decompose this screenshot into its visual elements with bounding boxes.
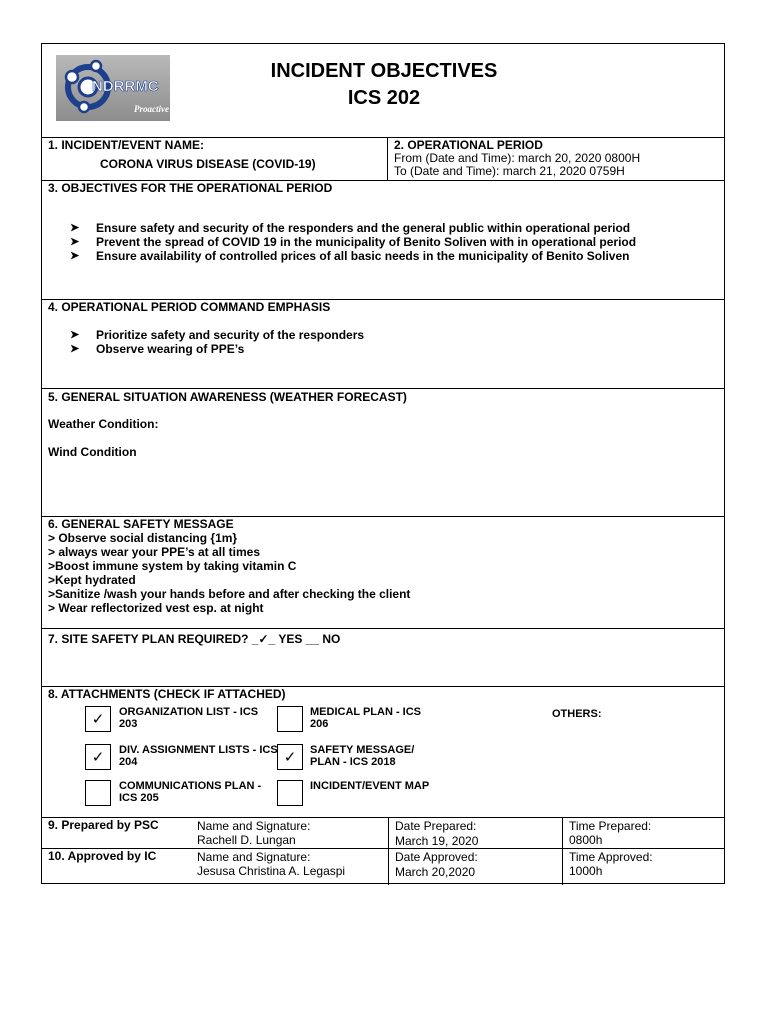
incident-name-value: CORONA VIRUS DISEASE (COVID-19): [100, 157, 316, 171]
safety-message-line: > always wear your PPE’s at all times: [48, 545, 260, 559]
command-emphasis-list: [50, 328, 364, 356]
operational-period-label: 2. OPERATIONAL PERIOD: [394, 138, 543, 152]
approved-by-row: [42, 849, 724, 885]
arrow-bullet-icon: ➤: [70, 250, 80, 262]
time-prepared-label: Time Prepared:: [569, 819, 652, 833]
form-code: ICS 202: [347, 87, 421, 109]
command-emphasis-section: [42, 300, 724, 389]
arrow-bullet-icon: ➤: [70, 343, 80, 355]
operational-period-to: To (Date and Time): march 21, 2020 0759H: [394, 164, 625, 178]
arrow-bullet-icon: ➤: [70, 329, 80, 341]
safety-message-line: > Wear reflectorized vest esp. at night: [48, 601, 264, 615]
checkbox-incident-map[interactable]: [277, 780, 303, 806]
attachment-label: ORGANIZATION LIST - ICS 203: [119, 706, 259, 730]
operational-period-from: From (Date and Time): march 20, 2020 0800H: [394, 151, 641, 165]
time-approved-label: Time Approved:: [569, 850, 653, 864]
logo-text: NDRRMC: [92, 78, 159, 95]
form-title: INCIDENT OBJECTIVES: [270, 60, 498, 82]
attachment-label: SAFETY MESSAGE/ PLAN - ICS 2018: [310, 744, 415, 768]
approved-name-label: Name and Signature:: [197, 850, 311, 864]
form-header: [42, 44, 724, 138]
arrow-bullet-icon: ➤: [70, 236, 80, 248]
others-label: OTHERS:: [552, 708, 602, 720]
time-prepared: 0800h: [569, 833, 603, 847]
prepared-name-label: Name and Signature:: [197, 819, 311, 833]
checkbox-organization-list[interactable]: ✓: [85, 706, 111, 732]
prepared-by-row: [42, 818, 724, 849]
list-item: ➤ Observe wearing of PPE’s: [70, 342, 245, 356]
safety-message-line: >Kept hydrated: [48, 573, 136, 587]
prepared-name: Rachell D. Lungan: [197, 833, 296, 847]
list-item: ➤ Prioritize safety and security of the responders: [70, 328, 365, 342]
attachments-label: 8. ATTACHMENTS (CHECK IF ATTACHED): [48, 687, 286, 701]
objectives-label: 3. OBJECTIVES FOR THE OPERATIONAL PERIOD: [48, 181, 333, 195]
attachment-label: DIV. ASSIGNMENT LISTS - ICS 204: [119, 744, 278, 768]
incident-name-label: 1. INCIDENT/EVENT NAME:: [48, 138, 205, 152]
prepared-by-label: 9. Prepared by PSC: [48, 818, 159, 832]
attachment-label: COMMUNICATIONS PLAN - ICS 205: [119, 780, 262, 804]
checkbox-communications-plan[interactable]: [85, 780, 111, 806]
safety-message-section: [42, 517, 724, 629]
site-safety-plan-section: [42, 629, 724, 687]
check-mark-icon: ✓: [258, 632, 269, 646]
situation-awareness-label: 5. GENERAL SITUATION AWARENESS (WEATHER FORECAST): [48, 390, 407, 404]
site-safety-plan-question: 7. SITE SAFETY PLAN REQUIRED? _✓_ YES __ NO: [48, 632, 341, 646]
time-approved: 1000h: [569, 864, 603, 878]
date-approved-label: Date Approved:: [395, 850, 478, 864]
safety-message-line: >Boost immune system by taking vitamin C: [48, 559, 297, 573]
incident-period-row: [42, 138, 724, 181]
safety-message-line: >Sanitize /wash your hands before and after checking the client: [48, 587, 411, 601]
weather-condition-label: Weather Condition:: [48, 417, 159, 431]
list-item: ➤ Ensure safety and security of the responders and the general public within operational period: [70, 221, 631, 235]
logo-tagline: Proactive: [134, 104, 169, 114]
safety-message-label: 6. GENERAL SAFETY MESSAGE: [48, 517, 234, 531]
attachment-label: MEDICAL PLAN - ICS 206: [310, 706, 422, 730]
list-item: ➤ Prevent the spread of COVID 19 in the municipality of Benito Soliven with in operational period: [70, 235, 637, 249]
checkbox-div-assignment[interactable]: ✓: [85, 744, 111, 770]
safety-message-line: > Observe social distancing {1m}: [48, 531, 238, 545]
date-approved: March 20,2020: [395, 865, 476, 879]
list-item: ➤ Ensure availability of controlled prices of all basic needs in the municipality of Benito Soliven: [70, 249, 630, 263]
situation-awareness-section: [42, 389, 724, 517]
attachments-section: [42, 687, 724, 818]
checkbox-medical-plan[interactable]: [277, 706, 303, 732]
objectives-list: [50, 221, 636, 263]
arrow-bullet-icon: ➤: [70, 222, 80, 234]
command-emphasis-label: 4. OPERATIONAL PERIOD COMMAND EMPHASIS: [48, 300, 331, 314]
wind-condition-label: Wind Condition: [48, 445, 137, 459]
checkbox-safety-message[interactable]: ✓: [277, 744, 303, 770]
approved-by-label: 10. Approved by IC: [48, 849, 157, 863]
date-prepared: March 19, 2020: [395, 834, 479, 848]
ics-202-form: [41, 43, 725, 884]
attachment-label: INCIDENT/EVENT MAP: [310, 780, 430, 792]
date-prepared-label: Date Prepared:: [395, 819, 477, 833]
approved-name: Jesusa Christina A. Legaspi: [197, 864, 346, 878]
objectives-section: [42, 181, 724, 300]
